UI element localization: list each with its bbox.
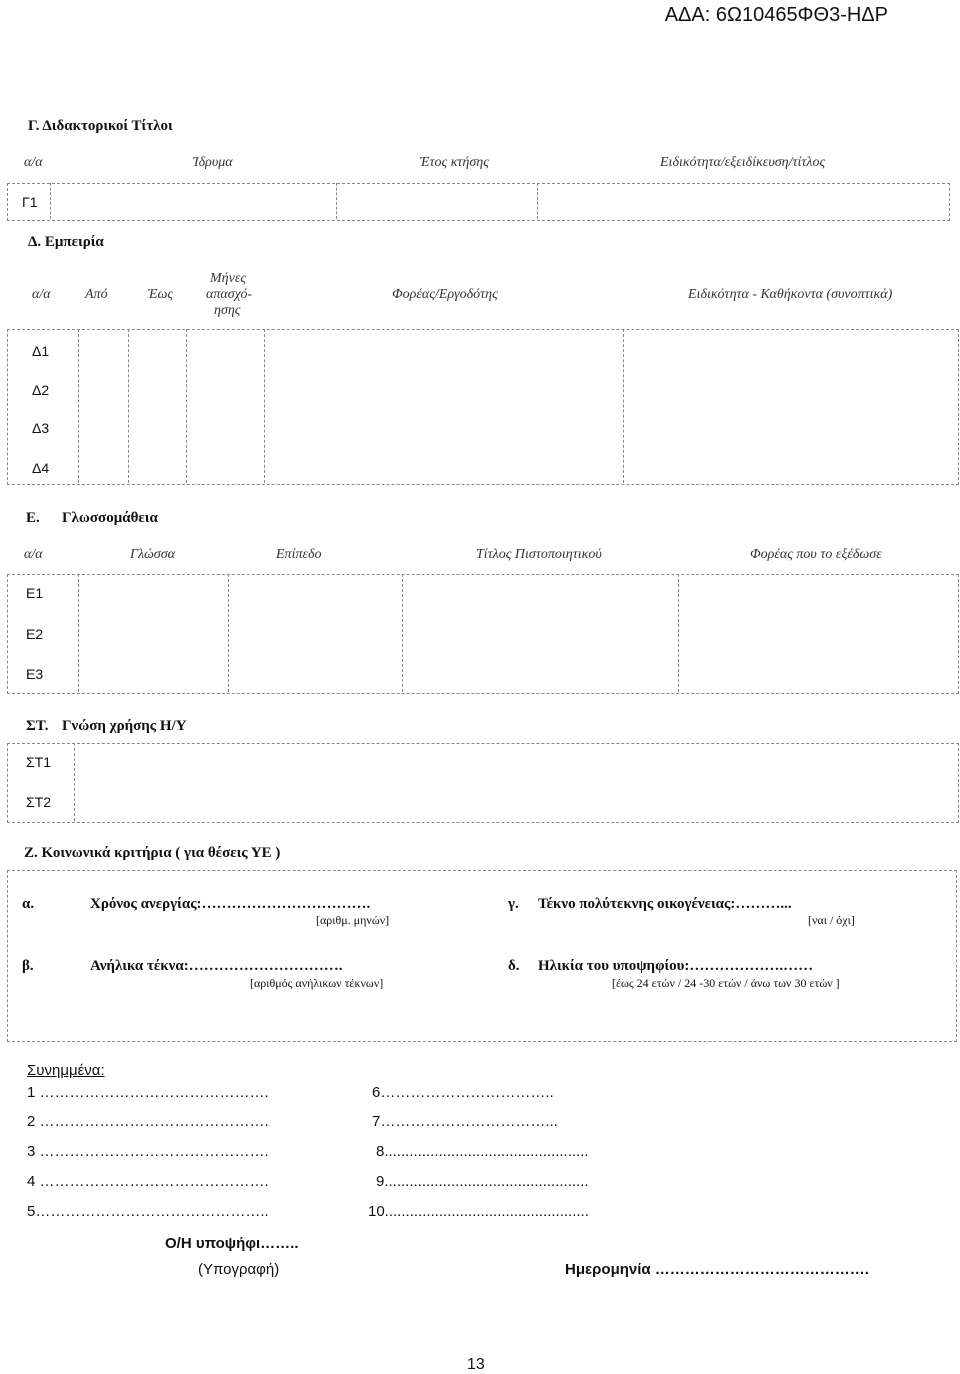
attachment-line: 6…………………………….. bbox=[372, 1084, 554, 1101]
section-d-divider bbox=[128, 329, 129, 483]
section-g-header-institution: Ίδρυμα bbox=[193, 155, 233, 170]
section-e-row-label: Ε2 bbox=[26, 626, 44, 642]
section-st-row-label: ΣΤ2 bbox=[26, 794, 51, 810]
attachment-line: 5……………………………………….. bbox=[27, 1203, 269, 1220]
section-z-d-label: Ηλικία του υποψηφίου:……………….…… bbox=[538, 958, 814, 974]
section-d-row-label: Δ1 bbox=[32, 343, 50, 359]
attachment-line: 9................................................. bbox=[376, 1173, 589, 1190]
attachment-line: 2 ………………………………………. bbox=[27, 1113, 269, 1130]
section-d-header-employer: Φορέας/Εργοδότης bbox=[392, 287, 498, 302]
section-d-divider bbox=[78, 329, 79, 483]
section-st-row-label: ΣΤ1 bbox=[26, 754, 51, 770]
section-e-header-level: Επίπεδο bbox=[276, 547, 322, 562]
signature-candidate: Ο/Η υποψήφι…….. bbox=[165, 1235, 299, 1252]
section-d-divider bbox=[186, 329, 187, 483]
section-e-divider bbox=[678, 574, 679, 692]
section-g-divider bbox=[537, 183, 538, 219]
section-st-table bbox=[7, 743, 959, 823]
section-d-table bbox=[7, 329, 959, 485]
section-d-header-months-1: Μήνες bbox=[210, 271, 247, 286]
attachments-title: Συνημμένα: bbox=[27, 1062, 105, 1079]
section-d-title: Δ. Εμπειρία bbox=[28, 234, 104, 250]
section-z-b-hint: [αριθμός ανήλικων τέκνων] bbox=[250, 976, 384, 990]
section-g-divider bbox=[336, 183, 337, 219]
attachment-line: 10................................................. bbox=[368, 1203, 589, 1220]
section-d-header-to: Έως bbox=[148, 287, 174, 302]
page-header-ada: ΑΔΑ: 6Ω10465ΦΘ3-ΗΔΡ bbox=[664, 4, 888, 26]
section-g-header-specialty: Ειδικότητα/εξειδίκευση/τίτλος bbox=[660, 155, 826, 170]
section-e-header-aa: α/α bbox=[24, 547, 43, 562]
section-g-header-aa: α/α bbox=[24, 155, 43, 170]
section-st-divider bbox=[74, 743, 75, 821]
attachment-line: 8................................................. bbox=[376, 1143, 589, 1160]
section-g-row-box bbox=[7, 183, 950, 221]
section-st-title: Γνώση χρήσης Η/Υ bbox=[62, 718, 187, 734]
section-z-b-label: Ανήλικα τέκνα:…………………………. bbox=[90, 958, 343, 974]
page-number: 13 bbox=[467, 1356, 485, 1373]
section-z-g-letter: γ. bbox=[508, 896, 519, 912]
section-d-header-duties: Ειδικότητα - Καθήκοντα (συνοπτικά) bbox=[688, 287, 893, 302]
section-d-divider bbox=[623, 329, 624, 483]
section-g-row-label: Γ1 bbox=[22, 194, 38, 210]
attachment-line: 3 ………………………………………. bbox=[27, 1143, 269, 1160]
attachment-line: 1 ………………………………………. bbox=[27, 1084, 269, 1101]
section-e-header-issuer: Φορέας που το εξέδωσε bbox=[750, 547, 882, 562]
section-z-d-hint: [έως 24 ετών / 24 -30 ετών / άνω των 30 ετών ] bbox=[612, 976, 840, 990]
section-e-table bbox=[7, 574, 959, 694]
section-g-header-year: Έτος κτήσης bbox=[420, 155, 489, 170]
section-e-prefix: Ε. bbox=[26, 510, 40, 526]
section-g-divider bbox=[50, 183, 51, 219]
section-z-a-hint: [αριθμ. μηνών] bbox=[316, 913, 390, 927]
section-e-divider bbox=[228, 574, 229, 692]
section-d-row-label: Δ2 bbox=[32, 382, 50, 398]
section-z-d-letter: δ. bbox=[508, 958, 520, 974]
section-e-row-label: Ε1 bbox=[26, 585, 44, 601]
attachment-line: 4 ………………………………………. bbox=[27, 1173, 269, 1190]
attachment-line: 7……………………………... bbox=[372, 1113, 558, 1130]
section-st-prefix: ΣΤ. bbox=[26, 718, 49, 734]
section-d-header-from: Από bbox=[85, 287, 108, 302]
section-d-row-label: Δ4 bbox=[32, 460, 50, 476]
section-z-title: Ζ. Κοινωνικά κριτήρια ( για θέσεις ΥΕ ) bbox=[24, 845, 281, 861]
signature-sign-label: (Υπογραφή) bbox=[198, 1261, 280, 1278]
section-e-header-certificate: Τίτλος Πιστοποιητικού bbox=[476, 547, 602, 562]
section-e-title: Γλωσσομάθεια bbox=[62, 510, 158, 526]
section-g-title: Γ. Διδακτορικοί Τίτλοι bbox=[28, 118, 173, 134]
section-z-b-letter: β. bbox=[22, 958, 34, 974]
section-z-a-letter: α. bbox=[22, 896, 35, 912]
section-d-header-months-2: απασχό- bbox=[206, 287, 253, 302]
section-d-header-aa: α/α bbox=[32, 287, 51, 302]
section-e-row-label: Ε3 bbox=[26, 666, 44, 682]
section-d-divider bbox=[264, 329, 265, 483]
section-e-header-language: Γλώσσα bbox=[130, 547, 175, 562]
section-d-header-months-3: ησης bbox=[214, 303, 241, 318]
section-z-a-label: Χρόνος ανεργίας:……………………………. bbox=[90, 896, 371, 912]
section-d-row-label: Δ3 bbox=[32, 420, 50, 436]
section-e-divider bbox=[402, 574, 403, 692]
signature-date: Ημερομηνία ……………………………………. bbox=[565, 1261, 869, 1278]
section-z-g-label: Τέκνο πολύτεκνης οικογένειας:………... bbox=[538, 896, 792, 912]
section-e-divider bbox=[78, 574, 79, 692]
section-z-g-hint: [ναι / όχι] bbox=[808, 913, 855, 927]
